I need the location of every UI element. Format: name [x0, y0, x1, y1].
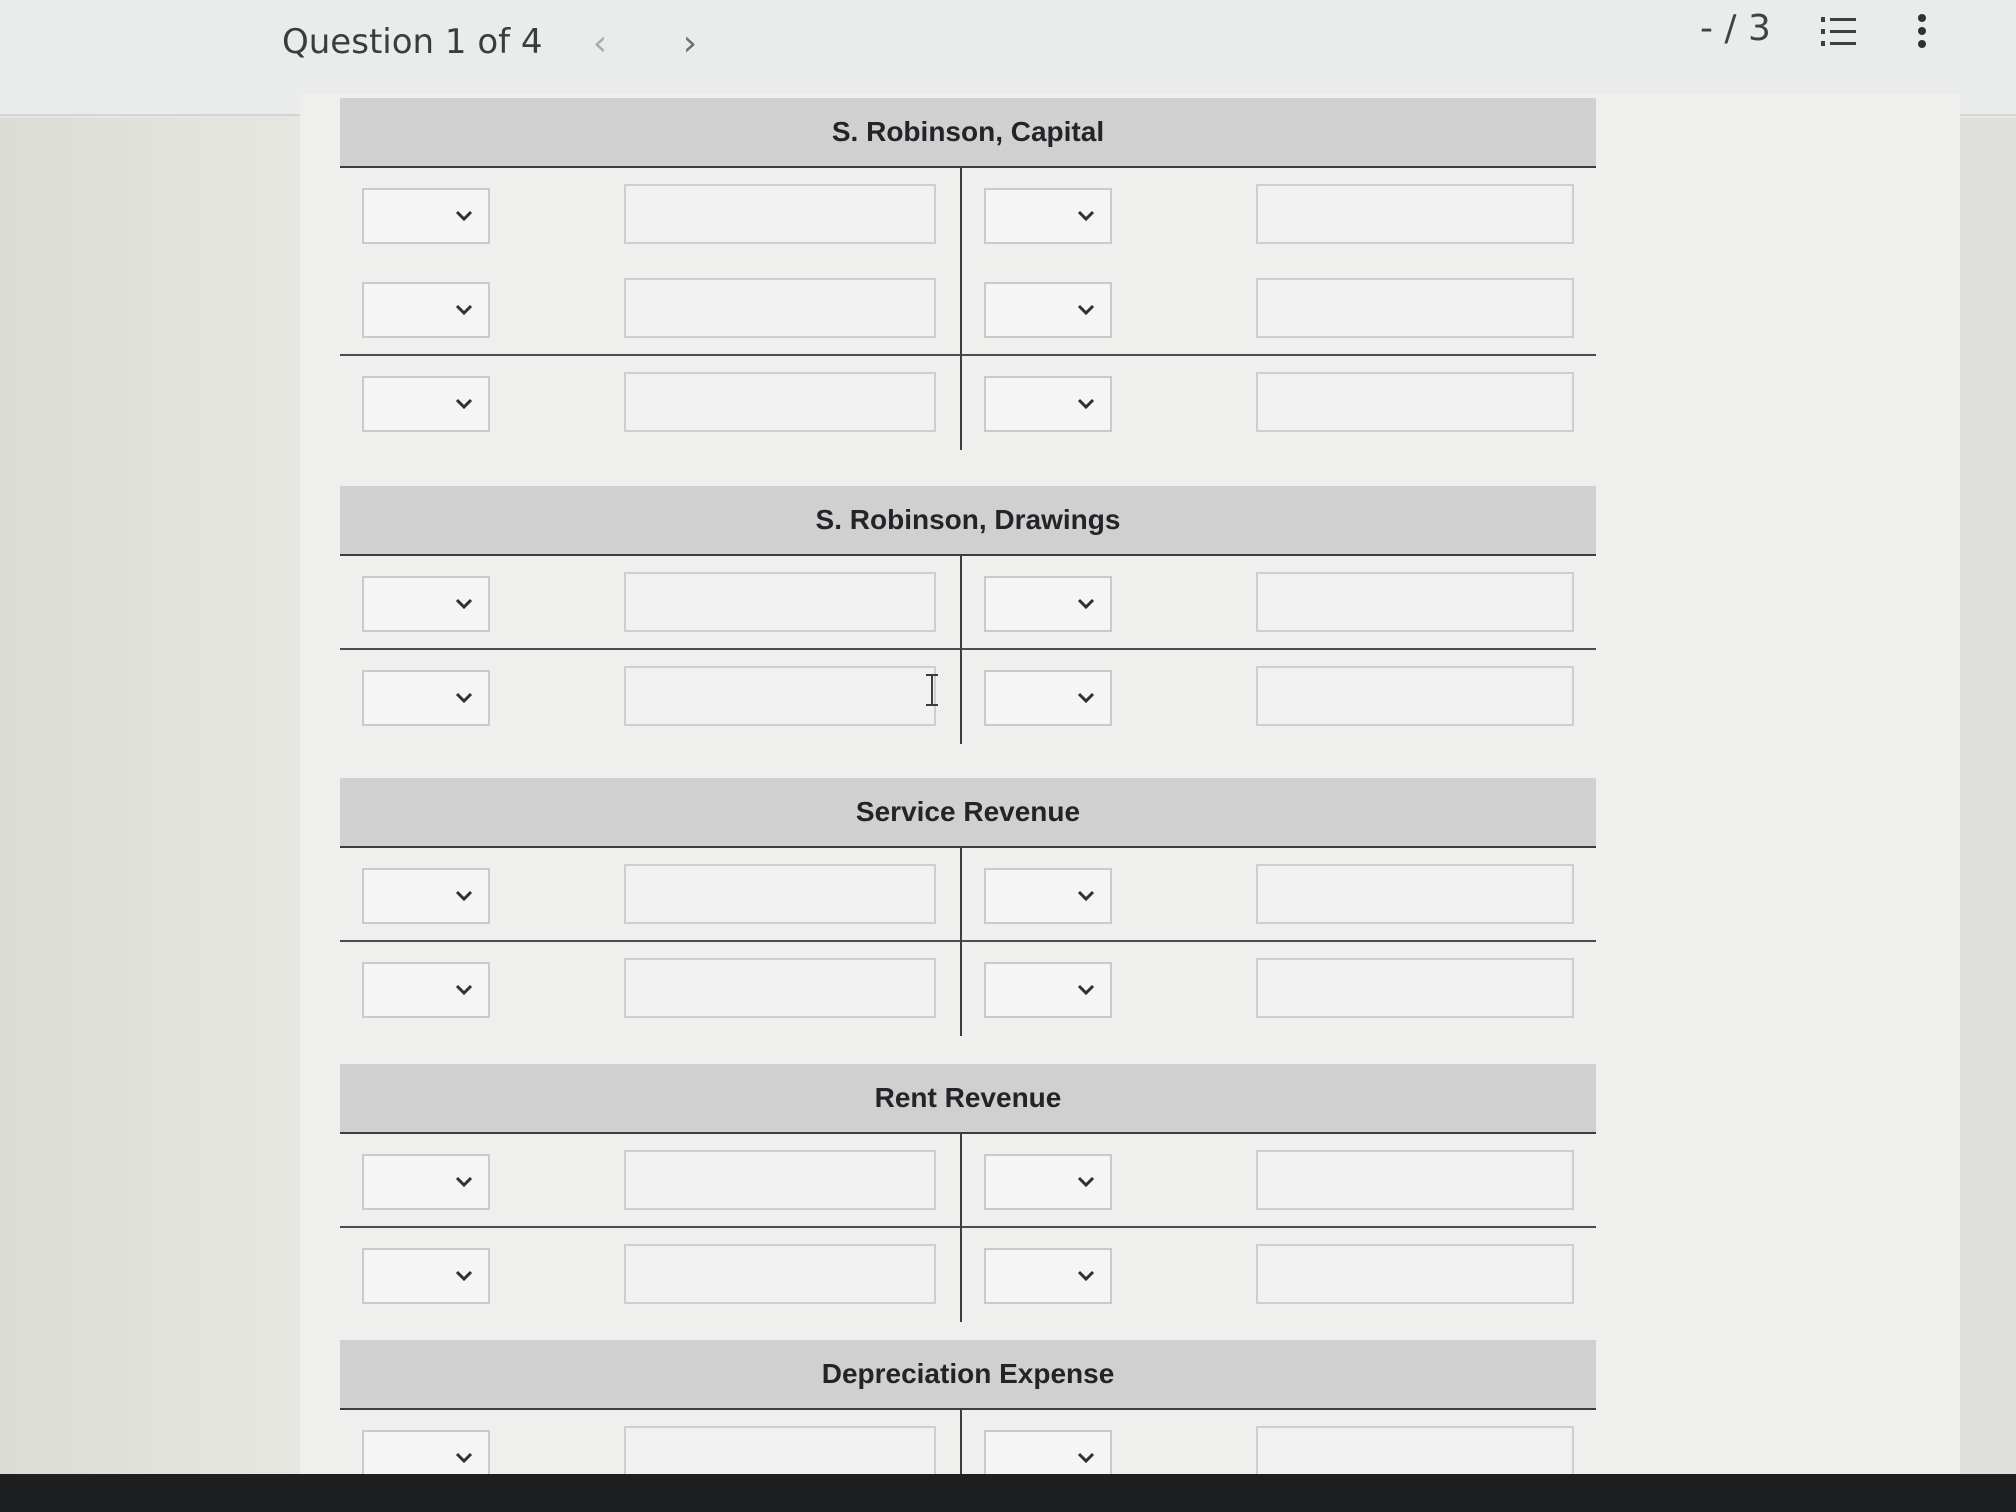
t-account-body [340, 168, 1596, 450]
chevron-down-icon [1076, 206, 1096, 226]
chevron-down-icon [454, 886, 474, 906]
text-cursor-icon [923, 672, 941, 708]
account-title: Service Revenue [340, 778, 1596, 848]
credit-date-select[interactable] [984, 188, 1112, 244]
chevron-down-icon [454, 1172, 474, 1192]
chevron-down-icon [1076, 594, 1096, 614]
chevron-down-icon [1076, 1172, 1096, 1192]
credit-amount-input[interactable] [1256, 372, 1574, 432]
entry-row [340, 650, 1596, 744]
account-title: S. Robinson, Drawings [340, 486, 1596, 556]
left-margin [0, 118, 300, 1512]
debit-date-select[interactable] [362, 282, 490, 338]
entry-row [340, 942, 1596, 1036]
credit-date-select[interactable] [984, 1248, 1112, 1304]
account-title: Rent Revenue [340, 1064, 1596, 1134]
t-account-center-line [960, 168, 962, 450]
entry-row [340, 848, 1596, 942]
credit-date-select[interactable] [984, 576, 1112, 632]
chevron-down-icon [454, 394, 474, 414]
entry-row [340, 356, 1596, 450]
chevron-down-icon [1076, 300, 1096, 320]
debit-amount-input[interactable] [624, 572, 936, 632]
account-title: S. Robinson, Capital [340, 98, 1596, 168]
credit-date-select[interactable] [984, 1154, 1112, 1210]
right-margin [1960, 118, 2016, 1512]
debit-amount-input[interactable] [624, 864, 936, 924]
debit-date-select[interactable] [362, 188, 490, 244]
account-title: Depreciation Expense [340, 1340, 1596, 1410]
debit-date-select[interactable] [362, 1248, 490, 1304]
credit-date-select[interactable] [984, 670, 1112, 726]
debit-date-select[interactable] [362, 962, 490, 1018]
t-account-body [340, 1134, 1596, 1322]
credit-amount-input[interactable] [1256, 278, 1574, 338]
debit-date-select[interactable] [362, 868, 490, 924]
chevron-down-icon [454, 594, 474, 614]
entry-row [340, 1134, 1596, 1228]
t-account-center-line [960, 556, 962, 744]
debit-amount-input[interactable] [624, 958, 936, 1018]
entry-row [340, 168, 1596, 262]
chevron-down-icon [454, 300, 474, 320]
credit-amount-input[interactable] [1256, 864, 1574, 924]
credit-amount-input[interactable] [1256, 1244, 1574, 1304]
debit-date-select[interactable] [362, 1154, 490, 1210]
t-account [340, 486, 1596, 744]
t-account-center-line [960, 848, 962, 1036]
chevron-down-icon [454, 1266, 474, 1286]
chevron-left-icon: ‹ [592, 22, 608, 64]
chevron-down-icon [1076, 1448, 1096, 1468]
chevron-down-icon [454, 688, 474, 708]
debit-amount-input[interactable] [624, 1244, 936, 1304]
bottom-bar [0, 1474, 2016, 1512]
question-label: Question 1 of 4 [282, 22, 543, 62]
chevron-down-icon [1076, 688, 1096, 708]
credit-amount-input[interactable] [1256, 1150, 1574, 1210]
debit-amount-input[interactable] [624, 666, 936, 726]
t-account [340, 1064, 1596, 1322]
credit-amount-input[interactable] [1256, 958, 1574, 1018]
entry-row [340, 556, 1596, 650]
credit-date-select[interactable] [984, 868, 1112, 924]
entry-row [340, 1228, 1596, 1322]
chevron-right-icon: › [682, 22, 698, 64]
chevron-down-icon [454, 980, 474, 1000]
list-icon[interactable] [1818, 14, 1858, 50]
debit-date-select[interactable] [362, 670, 490, 726]
chevron-down-icon [454, 206, 474, 226]
chevron-down-icon [454, 1448, 474, 1468]
debit-amount-input[interactable] [624, 278, 936, 338]
entry-row [340, 262, 1596, 356]
credit-amount-input[interactable] [1256, 572, 1574, 632]
t-account [340, 778, 1596, 1036]
credit-date-select[interactable] [984, 282, 1112, 338]
credit-amount-input[interactable] [1256, 666, 1574, 726]
chevron-down-icon [1076, 886, 1096, 906]
chevron-down-icon [1076, 980, 1096, 1000]
next-question-button[interactable] [668, 18, 712, 68]
debit-amount-input[interactable] [624, 184, 936, 244]
t-account-center-line [960, 1134, 962, 1322]
t-account-body [340, 556, 1596, 744]
credit-amount-input[interactable] [1256, 184, 1574, 244]
previous-question-button[interactable] [578, 18, 622, 68]
credit-date-select[interactable] [984, 376, 1112, 432]
debit-amount-input[interactable] [624, 1150, 936, 1210]
chevron-down-icon [1076, 394, 1096, 414]
debit-date-select[interactable] [362, 576, 490, 632]
chevron-down-icon [1076, 1266, 1096, 1286]
t-account [340, 98, 1596, 450]
more-vertical-icon[interactable] [1910, 12, 1934, 52]
score-display: - / 3 [1700, 8, 1771, 49]
debit-amount-input[interactable] [624, 372, 936, 432]
debit-date-select[interactable] [362, 376, 490, 432]
credit-date-select[interactable] [984, 962, 1112, 1018]
t-account-body [340, 848, 1596, 1036]
